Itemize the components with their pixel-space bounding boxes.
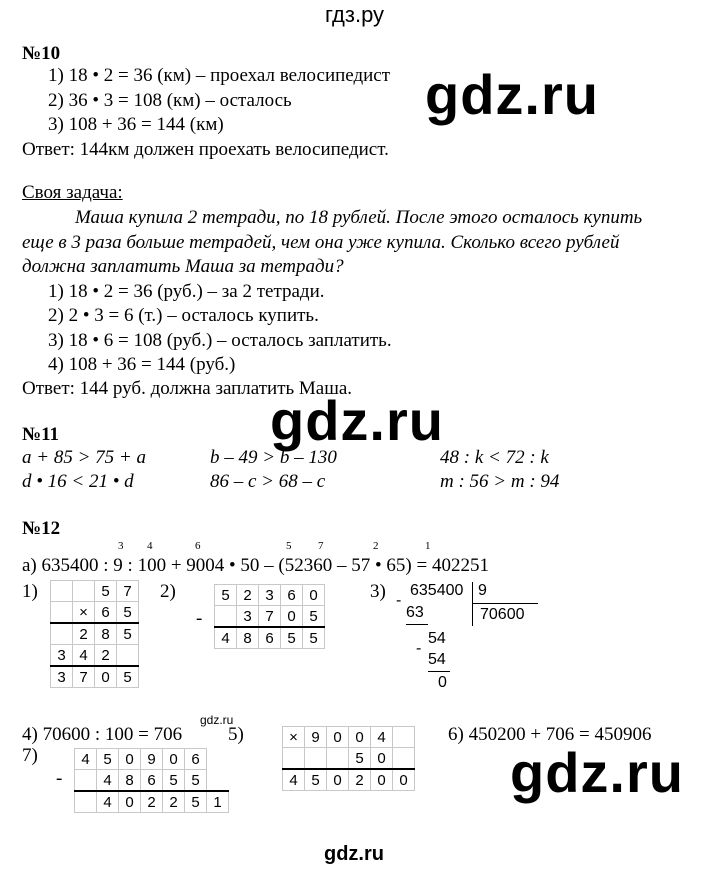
task-10-title: №10 <box>22 43 61 64</box>
division-vertical-line <box>472 582 473 626</box>
step-label-2: 2) <box>160 581 176 602</box>
task-11-ineq-1: a + 85 > 75 + a <box>22 447 146 468</box>
own-task-text-1: Маша купила 2 тетради, по 18 рублей. После этого осталось купить <box>75 207 643 228</box>
order-mark-2: 4 <box>147 540 153 552</box>
step-label-3: 3) <box>370 581 386 602</box>
division-minus-2: - <box>416 640 422 657</box>
minus-sign-2: - <box>196 608 203 629</box>
order-mark-7: 1 <box>425 540 431 552</box>
own-task-answer: Ответ: 144 руб. должна заплатить Маша. <box>22 378 353 399</box>
own-task-line-1: 1) 18 • 2 = 36 (руб.) – за 2 тетради. <box>48 281 325 302</box>
task-11-ineq-2: b – 49 > b – 130 <box>210 447 337 468</box>
own-task-line-4: 4) 108 + 36 = 144 (руб.) <box>48 354 236 375</box>
division-horizontal-line <box>472 603 538 604</box>
step-label-5: 5) <box>228 724 244 745</box>
task-10-answer: Ответ: 144км должен проехать велосипедист. <box>22 139 389 160</box>
order-mark-3: 6 <box>195 540 201 552</box>
order-mark-1: 3 <box>118 540 124 552</box>
watermark-big-3: gdz.ru <box>510 741 684 804</box>
task-10-line-2: 2) 36 • 3 = 108 (км) – осталось <box>48 90 292 111</box>
division-step-63: 63 <box>406 604 424 621</box>
page-header: гдз.ру <box>325 2 385 27</box>
task-12-expression: а) 635400 : 9 : 100 + 9004 • 50 – (52360 – 57 • 65) = 402251 <box>22 555 489 576</box>
page-footer: gdz.ru <box>324 843 384 865</box>
order-mark-4: 5 <box>286 540 292 552</box>
own-task-line-3: 3) 18 • 6 = 108 (руб.) – осталось заплатить. <box>48 330 392 351</box>
task-10-line-1: 1) 18 • 2 = 36 (км) – проехал велосипедист <box>48 65 391 86</box>
task-12-title: №12 <box>22 518 61 539</box>
own-task-line-2: 2) 2 • 3 = 6 (т.) – осталось купить. <box>48 305 319 326</box>
subtraction-table-2: 5 2 3 6 0 3 7 0 5 4 8 6 5 5 <box>214 584 325 649</box>
division-quotient: 70600 <box>480 606 525 623</box>
division-dividend: 635400 <box>410 582 464 599</box>
watermark-small: gdz.ru <box>200 713 234 727</box>
division-line-2 <box>428 671 450 672</box>
watermark-big-2: gdz.ru <box>270 389 444 452</box>
minus-sign-7: - <box>56 768 63 789</box>
step-label-6: 6) 450200 + 706 = 450906 <box>448 724 652 745</box>
task-11-title: №11 <box>22 424 60 445</box>
step-label-1: 1) <box>22 581 38 602</box>
division-minus-1: - <box>396 592 402 609</box>
own-task-text-3: должна заплатить Маша за тетради? <box>22 256 344 277</box>
step-label-4: 4) 70600 : 100 = 706 <box>22 724 183 745</box>
order-mark-6: 2 <box>373 540 379 552</box>
multiplication-table-5: × 9 0 0 4 5 0 4 5 0 2 0 0 <box>282 726 415 791</box>
multiplication-table-1: 5 7 × 6 5 2 8 5 3 4 2 3 7 0 5 <box>50 580 139 688</box>
order-mark-5: 7 <box>318 540 324 552</box>
division-divisor: 9 <box>478 582 487 599</box>
watermark-big-1: gdz.ru <box>425 63 599 126</box>
division-step-54a: 54 <box>428 630 446 647</box>
task-11-ineq-4: d • 16 < 21 • d <box>22 471 134 492</box>
task-11-ineq-6: m : 56 > m : 94 <box>440 471 560 492</box>
own-task-text-2: еще в 3 раза больше тетрадей, чем она уже купила. Сколько всего рублей <box>22 232 620 253</box>
task-10-line-3: 3) 108 + 36 = 144 (км) <box>48 114 224 135</box>
own-task-title: Своя задача: <box>22 182 123 203</box>
subtraction-table-7: 4 5 0 9 0 6 4 8 6 5 5 4 0 2 2 5 1 <box>74 748 229 813</box>
division-line-1 <box>406 624 428 625</box>
task-11-ineq-5: 86 – c > 68 – c <box>210 471 326 492</box>
division-step-54b: 54 <box>428 651 446 668</box>
division-remainder: 0 <box>438 674 447 691</box>
long-division-3 <box>396 578 546 691</box>
task-11-ineq-3: 48 : k < 72 : k <box>440 447 549 468</box>
step-label-7: 7) <box>22 745 38 766</box>
